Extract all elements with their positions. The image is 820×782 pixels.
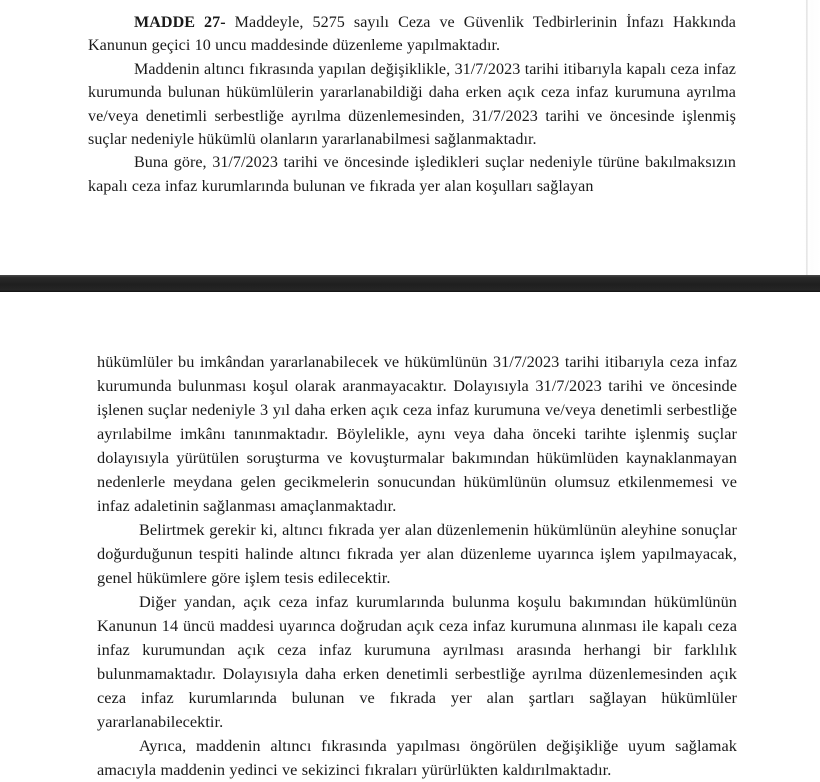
page-right-edge-line: [806, 0, 808, 275]
scanned-page-fragment-bottom: [0, 292, 820, 779]
paragraph-madde-27-text: Maddeyle, 5275 sayılı Ceza ve Güvenlik Tedbirlerinin İnfazı Hakkında Kanunun geçici 10 uncu maddesinde düzenleme yapılmaktadır.: [88, 14, 736, 55]
paragraph-hukumluler-imkan: hükümlüler bu imkândan yararlanabilecek ve hükümlünün 31/7/2023 tarihi itibarıyla ceza infaz kurumunda bulunması koşul olarak aranmayacaktır. Dolayısıyla 31/7/2023 tarihi ve öncesinde işlenen suçlar nedeniyle 3 yıl daha erken açık ceza infaz kurumuna ve/veya denetimli serbestliğe ayrılabilme imkânı tanınmaktadır. Böylelikle, aynı veya daha önceki tarihte işlenmiş suçlar dolayısıyla yürütülen soruşturma ve kovuşturmalar bakımından hükümlüden kaynaklanmayan nedenlerle meydana gelen gecikmelerin sonucundan hükümlünün olumsuz etkilenmemesi ve infaz adaletinin sağlanması amaçlanmaktadır.: [97, 352, 737, 515]
paragraph-madde-27: [88, 11, 736, 58]
paragraph-buna-gore: Buna göre, 31/7/2023 tarihi ve öncesinde işledikleri suçlar nedeniyle türüne bakılmaksızın kapalı ceza infaz kurumlarında bulunan ve fıkrada yer alan koşulları sağlayan: [88, 154, 736, 195]
scanned-page-fragment-top: [0, 0, 820, 275]
text-column-top: [88, 11, 736, 198]
paragraph-ayrica-yururlukten-kaldirma: Ayrıca, maddenin altıncı fıkrasında yapılması öngörülen değişikliğe uyum sağlamak amacıyla maddenin yedinci ve sekizinci fıkraları yürürlükten kaldırılmaktadır.: [97, 736, 737, 779]
page-separator-band: [0, 275, 820, 292]
paragraph-diger-yandan: Diğer yandan, açık ceza infaz kurumlarında bulunma koşulu bakımından hükümlünün Kanunun 14 üncü maddesi uyarınca doğrudan açık ceza infaz kurumuna alınması ile kapalı ceza infaz kurumundan açık ceza infaz kurumuna ayrılması arasında herhangi bir farklılık bulunmamaktadır. Dolayısıyla daha erken denetimli serbestliğe ayrılma düzenlemesinden açık ceza infaz kurumlarında bulunan ve fıkrada yer alan şartları sağlayan hükümlüler yararlanabilecektir.: [97, 592, 737, 731]
paragraph-altinci-fikra-degisiklik: Maddenin altıncı fıkrasında yapılan değişiklikle, 31/7/2023 tarihi itibarıyla kapalı ceza infaz kurumunda bulunan hükümlülerin yararlanabildiği daha erken açık ceza infaz kurumuna ayrılma ve/veya denetimli serbestliğe ayrılma düzenlemesinden, 31/7/2023 tarihi ve öncesinde işlenmiş suçlar nedeniyle hükümlü olanların yararlanabilmesi sağlanmaktadır.: [88, 60, 736, 149]
paragraph-belirtmek-gerekir: Belirtmek gerekir ki, altıncı fıkrada yer alan düzenlemenin hükümlünün aleyhine sonuçlar doğurduğunun tespiti halinde altıncı fıkrada yer alan düzenleme uyarınca işlem yapılmayacak, genel hükümlere göre işlem tesis edilecektir.: [97, 520, 737, 587]
text-column-bottom: [97, 350, 737, 782]
madde-number-heading: MADDE 27-: [134, 14, 226, 31]
